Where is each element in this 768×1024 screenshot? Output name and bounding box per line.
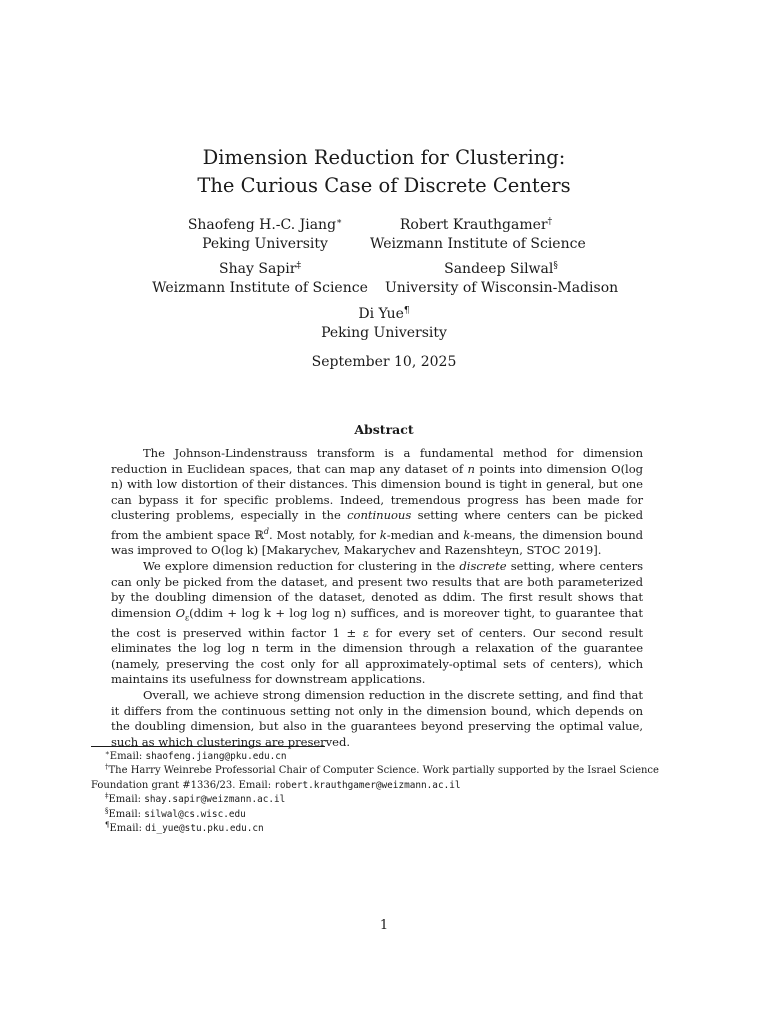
emphasis-discrete: discrete — [459, 559, 507, 574]
author-affiliation: Weizmann Institute of Science — [152, 280, 368, 296]
footnote: §Email: silwal@cs.wisc.edu — [105, 806, 246, 820]
paper-title — [0, 144, 768, 200]
abstract-paragraph-3: Overall, we achieve strong dimension reduction in the discrete setting, and find that it differs from the continuous setting not only in the dimension bound, which depends on the doubling dimension, but also in the guarantees beyond preserving the optimal value, such as which clusterings are preserved. — [111, 688, 643, 749]
author-affiliation: Peking University — [321, 325, 447, 341]
author-affiliation: Peking University — [202, 236, 328, 252]
author-name: Robert Krauthgamer — [399, 217, 548, 233]
footnote: ‡Email: shay.sapir@weizmann.ac.il — [105, 792, 286, 806]
author-mark: ‡ — [296, 261, 301, 271]
author-block-sapir — [150, 260, 370, 298]
abstract-body — [111, 446, 643, 750]
author-block-krauthgamer — [370, 216, 586, 254]
footnotes — [91, 750, 679, 836]
email-link[interactable]: shay.sapir@weizmann.ac.il — [144, 794, 286, 806]
author-affiliation: Weizmann Institute of Science — [370, 236, 586, 252]
email-link[interactable]: di_yue@stu.pku.edu.cn — [145, 823, 264, 835]
abstract-paragraph-2: We explore dimension reduction for clustering in the discrete setting, where centers can only be picked from the dataset, and present two results that are both parameterized by the doubling dimension of the dataset, denoted as ddim. The first result shows that dimension $O_\varepsilon(ddim + \log k + \log \log n)$ suffices, and is moreover tight, to guarantee that the cost is preserved within factor 1 ± ε for every set of centers. Our second result eliminates the log log n term in the dimension through a relaxation of the guarantee (namely, preserving the cost only for all approximately-optimal sets of centers), which maintains its usefulness for downstream applications. — [111, 559, 644, 687]
footnote: †The Harry Weinrebe Professorial Chair of Computer Science. Work partially supported by the Israel Science Foundation grant #1336/23. Email: robert.krauthgamer@weizmann.ac.il — [91, 763, 659, 791]
author-affiliation: University of Wisconsin-Madison — [385, 280, 619, 296]
email-link[interactable]: shaofeng.jiang@pku.edu.cn — [145, 751, 287, 762]
paper-date: September 10, 2025 — [311, 354, 457, 370]
author-name: Di Yue — [358, 306, 404, 322]
abstract-paragraph-1: The Johnson-Lindenstrauss transform is a fundamental method for dimension reduction in Euclidean spaces, that can map any dataset of n points into dimension O(log n) with low distortion of their distances. This dimension bound is tight in general, but one can bypass it for specific problems. Indeed, tremendous progress has been made for clustering problems, especially in the continuous setting where centers can be picked from the ambient space ℝ$^d$. Most notably, for k-median and k-means, the dimension bound was improved to O(log k) [Makarychev, Makarychev and Razenshteyn, STOC 2019]. — [111, 446, 643, 558]
author-block-yue — [284, 305, 484, 343]
email-link[interactable]: robert.krauthgamer@weizmann.ac.il — [274, 779, 461, 791]
author-block-silwal — [385, 260, 617, 298]
page-number: 1 — [379, 918, 389, 933]
math-bound: O(log n) — [111, 461, 643, 492]
email-link[interactable]: silwal@cs.wisc.edu — [144, 808, 246, 820]
author-mark: ¶ — [403, 306, 410, 316]
author-mark: † — [547, 217, 553, 227]
author-name: Sandeep Silwal — [444, 261, 554, 277]
math-loglogn: log log n — [202, 641, 260, 656]
footnote-rule — [91, 746, 325, 747]
author-block-jiang — [160, 216, 370, 254]
math-space: ℝ — [254, 527, 264, 542]
author-mark: § — [553, 261, 558, 271]
author-mark: ∗ — [336, 217, 343, 227]
footnote: ¶Email: di_yue@stu.pku.edu.cn — [105, 821, 264, 835]
emphasis-continuous: continuous — [347, 508, 412, 523]
title-line-1: Dimension Reduction for Clustering: — [202, 146, 566, 169]
math-factor: 1 ± ε — [332, 625, 369, 640]
author-name: Shay Sapir — [219, 261, 297, 277]
math-bound: O(log k) — [211, 543, 259, 558]
footnote: ∗Email: shaofeng.jiang@pku.edu.cn — [105, 749, 287, 762]
title-line-2: The Curious Case of Discrete Centers — [197, 174, 571, 197]
abstract-heading: Abstract — [354, 422, 414, 437]
author-name: Shaofeng H.-C. Jiang — [187, 217, 337, 233]
